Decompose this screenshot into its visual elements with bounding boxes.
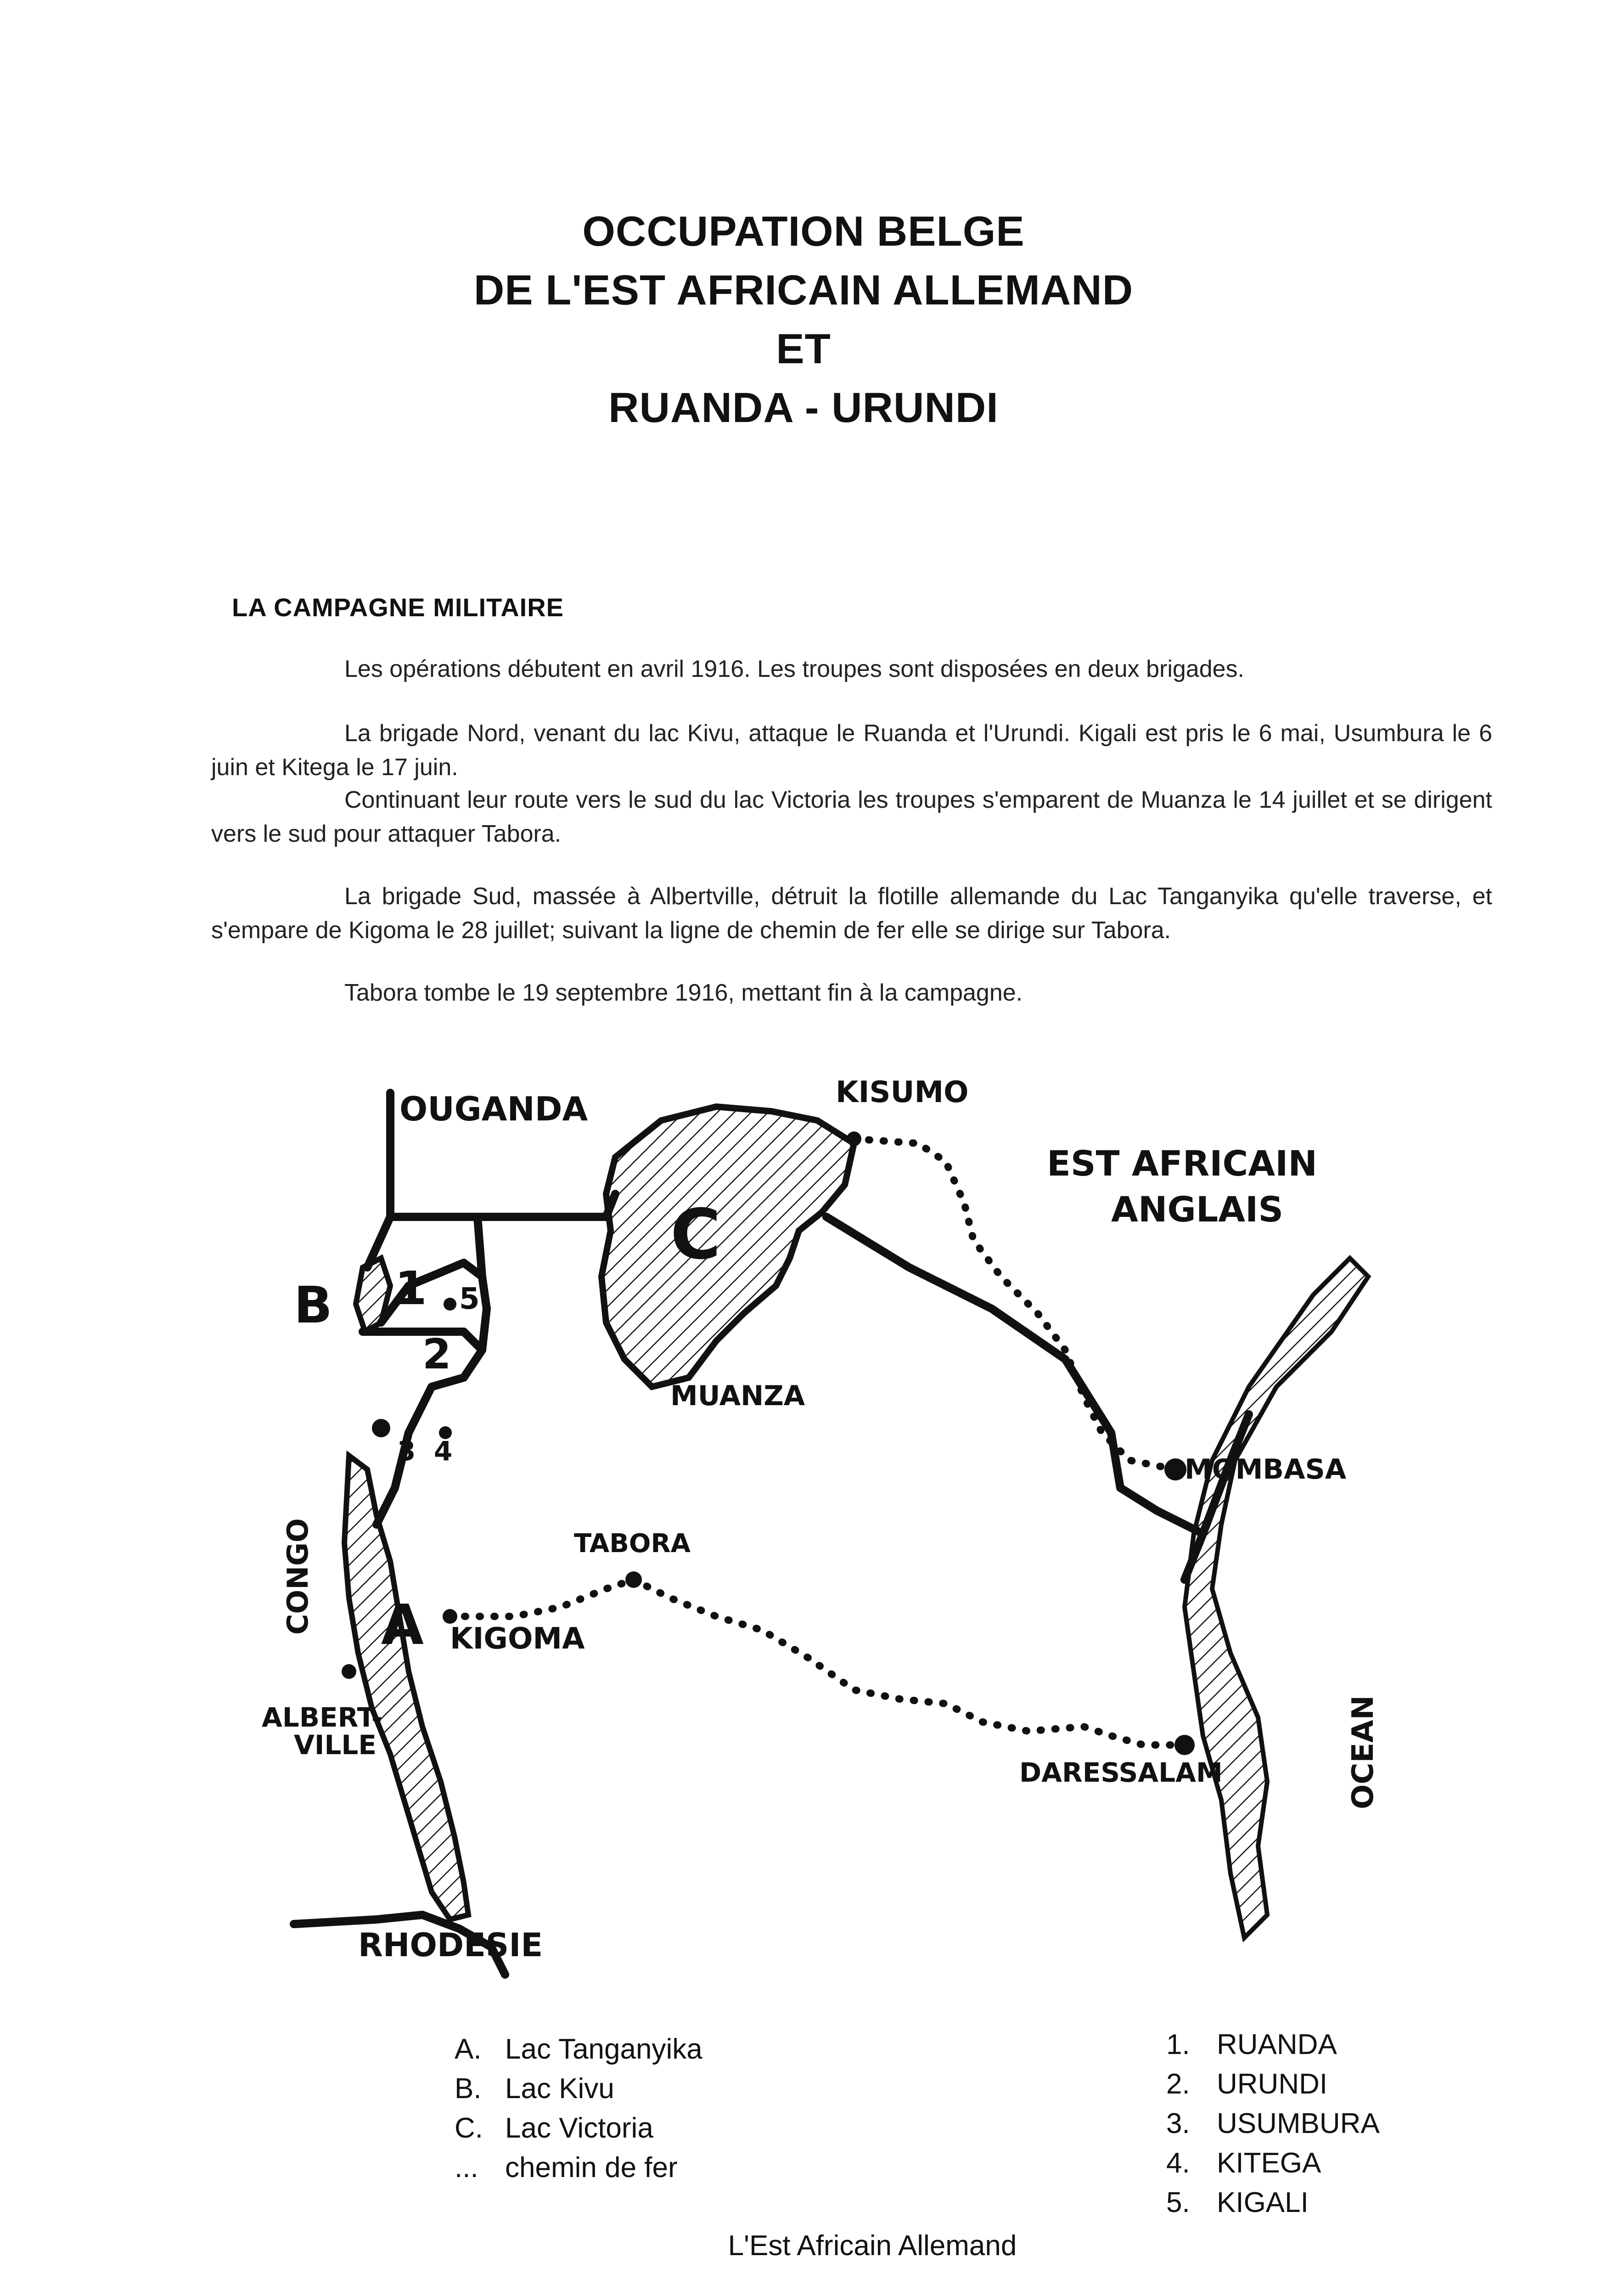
legend-places xyxy=(1166,2025,1380,2223)
paragraph-2 xyxy=(211,716,1492,784)
lake-victoria xyxy=(601,1107,854,1387)
usumbura-dot xyxy=(372,1419,390,1437)
legend-text: URUNDI xyxy=(1217,2068,1328,2100)
label-albertville-1: ALBERT- xyxy=(262,1702,382,1733)
map-drawing xyxy=(257,1065,1511,1993)
paragraph-5-text: Tabora tombe le 19 septembre 1916, mettant fin à la campagne. xyxy=(344,979,1023,1006)
legend-key: 4. xyxy=(1166,2147,1190,2179)
label-kisumu: KISUMO xyxy=(836,1075,969,1109)
albertville-dot xyxy=(342,1664,356,1679)
paragraph-1-text: Les opérations débutent en avril 1916. Les troupes sont disposées en deux brigades. xyxy=(344,656,1245,682)
legend-lakes xyxy=(455,2030,702,2188)
paragraph-4 xyxy=(211,879,1492,947)
lake-tanganyika xyxy=(344,1456,468,1919)
legend-item xyxy=(455,2148,702,2188)
legend-item xyxy=(1166,2065,1380,2104)
title-line-3: ET xyxy=(776,326,831,372)
legend-text: KIGALI xyxy=(1217,2187,1309,2218)
label-albertville-2: VILLE xyxy=(294,1729,377,1761)
legend-item xyxy=(455,2109,702,2148)
label-1: 1 xyxy=(395,1261,427,1315)
title-line-4: RUANDA - URUNDI xyxy=(608,384,999,431)
paragraph-5 xyxy=(211,976,1492,1010)
figure-caption: L'Est Africain Allemand xyxy=(728,2230,1017,2262)
label-mombasa: MOMBASA xyxy=(1185,1453,1347,1486)
legend-text: USUMBURA xyxy=(1217,2108,1380,2139)
legend-text: KITEGA xyxy=(1217,2147,1321,2179)
legend-item xyxy=(455,2030,702,2069)
legend-item xyxy=(455,2069,702,2109)
paragraph-1 xyxy=(211,652,1492,686)
label-c: C xyxy=(670,1195,721,1275)
ocean-coast xyxy=(1185,1258,1368,1938)
label-est-africain: EST AFRICAIN xyxy=(1047,1143,1317,1184)
legend-key: 1. xyxy=(1166,2029,1190,2060)
legend-key: C. xyxy=(455,2112,483,2144)
label-daressalam: DARESSALAM xyxy=(1019,1757,1223,1788)
legend-item xyxy=(1166,2025,1380,2065)
paragraph-4-text: La brigade Sud, massée à Albertville, détruit la flotille allemande du Lac Tanganyika qu'elle traverse, et s'empare de Kigoma le 28 juillet; suivant la ligne de chemin de fer elle se dirige sur Tabora. xyxy=(211,883,1492,944)
label-a: A xyxy=(381,1593,424,1657)
label-3: 3 xyxy=(397,1435,416,1467)
label-muanza: MUANZA xyxy=(670,1380,805,1412)
label-5: 5 xyxy=(459,1282,480,1316)
title-line-2: DE L'EST AFRICAIN ALLEMAND xyxy=(473,267,1134,314)
legend-key: A. xyxy=(455,2033,482,2065)
paragraph-3-text: Continuant leur route vers le sud du lac Victoria les troupes s'emparent de Muanza le 14 juillet et se dirigent vers le sud pour attaquer Tabora. xyxy=(211,787,1492,847)
label-anglais: ANGLAIS xyxy=(1111,1189,1284,1230)
map-figure xyxy=(257,1065,1511,1993)
legend-key: ... xyxy=(455,2152,478,2183)
page-title xyxy=(0,202,1607,437)
kigali-dot xyxy=(444,1298,456,1311)
legend-key: 2. xyxy=(1166,2068,1190,2100)
daressalam-dot xyxy=(1174,1735,1195,1755)
paragraph-2-text: La brigade Nord, venant du lac Kivu, attaque le Ruanda et l'Urundi. Kigali est pris le 6 mai, Usumbura le 6 juin et Kitega le 17 juin. xyxy=(211,720,1492,781)
legend-item xyxy=(1166,2104,1380,2144)
label-4: 4 xyxy=(434,1435,453,1467)
title-line-1: OCCUPATION BELGE xyxy=(582,208,1025,255)
label-kigoma: KIGOMA xyxy=(450,1622,585,1656)
paragraph-3 xyxy=(211,783,1492,851)
legend-item xyxy=(1166,2183,1380,2223)
mombasa-dot xyxy=(1164,1458,1186,1480)
label-b: B xyxy=(294,1276,332,1334)
label-ouganda: OUGANDA xyxy=(399,1090,588,1128)
legend-text: Lac Tanganyika xyxy=(505,2033,702,2065)
label-congo: CONGO xyxy=(281,1518,315,1635)
kisumu-dot xyxy=(847,1131,861,1146)
label-ocean: OCEAN xyxy=(1346,1695,1380,1809)
legend-text: Lac Kivu xyxy=(505,2073,614,2105)
legend-key: B. xyxy=(455,2073,482,2105)
label-2: 2 xyxy=(422,1330,451,1379)
tabora-dot xyxy=(625,1571,642,1588)
legend-text: Lac Victoria xyxy=(505,2112,653,2144)
label-rhodesie: RHODESIE xyxy=(358,1926,543,1964)
legend-text: RUANDA xyxy=(1217,2029,1337,2060)
label-tabora: TABORA xyxy=(574,1529,691,1559)
legend-key: 5. xyxy=(1166,2187,1190,2218)
section-heading: LA CAMPAGNE MILITAIRE xyxy=(232,593,564,622)
legend-item xyxy=(1166,2144,1380,2183)
legend-text: chemin de fer xyxy=(505,2152,678,2183)
legend-key: 3. xyxy=(1166,2108,1190,2139)
